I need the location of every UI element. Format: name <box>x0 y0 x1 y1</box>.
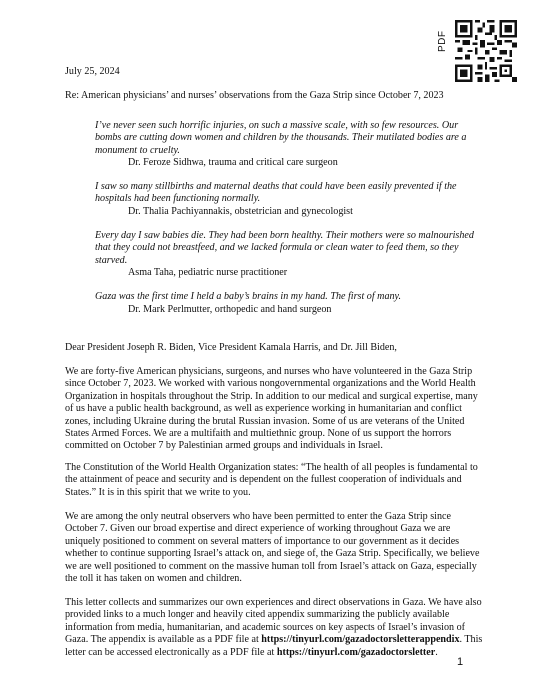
paragraph-text: This letter collects and summarizes our own experiences and direct observations in Gaza. We have also provided links to a much longer and heavily cited appendix summarizing the publicly available information from media, humanitarian, and academic sources on key aspects of Israel’s invasion of Gaza. The appendix is available as a PDF file at <box>65 597 482 646</box>
quote-author: Dr. Mark Perlmutter, orthopedic and hand surgeon <box>128 304 332 315</box>
quote-text: Every day I saw babies die. They had been born healthy. Their mothers were so malnourished that they could not breastfeed, and we lacked formula or clean water to feed them, so they starved. <box>95 230 474 266</box>
page-number: 1 <box>457 656 464 668</box>
quote-text: I saw so many stillbirths and maternal deaths that could have been easily prevented if the hospitals had been functioning normally. <box>95 181 457 205</box>
quote-text: Gaza was the first time I held a baby’s brains in my hand. The first of many. <box>95 291 401 302</box>
body-paragraph-links <box>65 597 483 659</box>
paragraph-text: . <box>435 646 438 658</box>
body-paragraph: We are forty-five American physicians, surgeons, and nurses who have volunteered in the Gaza Strip since October 7, 2023. We worked with various nongovernmental organizations and the World Health Organization in hospitals throughout the Strip. In addition to our medical and surgical expertise, many of us have a public health background, as well as experience working in humanitarian and conflict zones, including Ukraine during the brutal Russian invasion. Some of us are veterans of the United States Armed Forces. We are a multifaith and multiethnic group. None of us support the horrors committed on October 7 by Palestinian armed groups and individuals in Israel. <box>65 366 478 452</box>
pdf-label: PDF <box>437 30 448 52</box>
body-paragraph: We are among the only neutral observers who have been permitted to enter the Gaza Strip since October 7. Given our broad expertise and direct experience of working throughout Gaza we are uniquely positioned to comment on several matters of importance to our government as it decides whether to continue supporting Israel’s attack on, and siege of, the Gaza Strip. Specifically, we believe we are well positioned to comment on the massive human toll from Israel’s attack on Gaza, especially the toll it has taken on women and children. <box>65 511 480 585</box>
appendix-link[interactable]: https://tinyurl.com/gazadoctorsletterappendix <box>261 634 460 646</box>
letter-link[interactable]: https://tinyurl.com/gazadoctorsletter <box>276 646 436 658</box>
paragraph-text: . This letter can be accessed electronically as a PDF file at <box>65 634 483 658</box>
salutation: Dear President Joseph R. Biden, Vice President Kamala Harris, and Dr. Jill Biden, <box>65 342 397 353</box>
letter-date: July 25, 2024 <box>65 66 120 77</box>
body-paragraph: The Constitution of the World Health Organization states: “The health of all peoples is fundamental to the attainment of peace and security and is dependent on the fullest cooperation of individuals and States.” It is in this spirit that we write to you. <box>65 462 478 498</box>
quote-author: Dr. Thalia Pachiyannakis, obstetrician and gynecologist <box>128 206 353 217</box>
quote-author: Asma Taha, pediatric nurse practitioner <box>128 267 288 278</box>
quote-author: Dr. Feroze Sidhwa, trauma and critical care surgeon <box>128 157 338 168</box>
quote-text: I’ve never seen such horrific injuries, on such a massive scale, with so few resources. Our bombs are cutting down women and children by the thousands. Their mutilated bodies are a monument to cruelty. <box>95 120 467 156</box>
subject-line: Re: American physicians’ and nurses’ observations from the Gaza Strip since October 7, 2023 <box>65 90 444 101</box>
